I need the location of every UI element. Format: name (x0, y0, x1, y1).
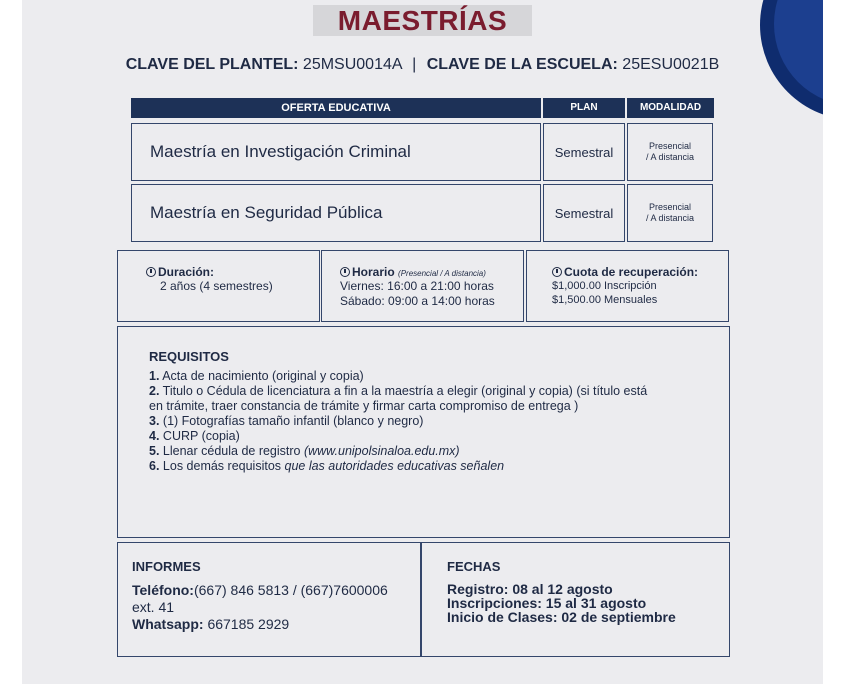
header-oferta: OFERTA EDUCATIVA (131, 98, 541, 118)
plantel-label: CLAVE DEL PLANTEL: (125, 56, 299, 73)
whatsapp-value: 667185 2929 (203, 616, 290, 632)
title-banner (313, 5, 532, 36)
codes-separator: | (412, 56, 417, 73)
duration-box (117, 250, 320, 322)
program-name: Maestría en Investigación Criminal (131, 123, 541, 181)
requirements-title: REQUISITOS (149, 349, 229, 364)
header-modalidad: MODALIDAD (627, 98, 714, 118)
date-line: Inicio de Clases: 02 de septiembre (447, 609, 676, 625)
schedule-label: Horario (352, 265, 395, 279)
phone-value: (667) 846 5813 / (667)7600006 (193, 582, 388, 598)
header-plan: PLAN (543, 98, 625, 118)
date-line: Registro: 08 al 12 agosto (447, 581, 613, 597)
modality-line: / A distancia (645, 152, 695, 162)
requirements-box (117, 326, 730, 538)
duration-label: Duración: (158, 265, 215, 279)
modality-line: Presencial (648, 202, 692, 212)
requirement-item: 6. Los demás requisitos que las autoridades educativas señalen (149, 459, 505, 473)
school-codes (0, 56, 845, 74)
fee-line: $1,500.00 Mensuales (552, 294, 658, 306)
contact-box (117, 542, 421, 657)
schedule-line: Sábado: 09:00 a 14:00 horas (340, 294, 495, 308)
fee-line: $1,000.00 Inscripción (552, 280, 657, 292)
fee-box (526, 250, 729, 322)
modality-line: / A distancia (645, 213, 695, 223)
program-modality (627, 123, 713, 181)
schedule-line: Viernes: 16:00 a 21:00 horas (340, 279, 494, 293)
right-margin (823, 0, 845, 684)
fee-label: Cuota de recuperación: (564, 265, 699, 279)
requirement-item: 3. (1) Fotografías tamaño infantil (blanco y negro) (149, 414, 424, 428)
requirement-item: 1. Acta de nacimiento (original y copia) (149, 369, 364, 383)
program-modality (627, 184, 713, 242)
program-plan: Semestral (543, 123, 625, 181)
requirement-item: 4. CURP (copia) (149, 429, 240, 443)
escuela-label: CLAVE DE LA ESCUELA: (426, 56, 618, 73)
page-title: MAESTRÍAS (337, 5, 508, 36)
requirement-item: en trámite, traer constancia de trámite y firmar carta compromiso de entrega ) (149, 399, 579, 413)
schedule-box (321, 250, 524, 322)
phone-label: Teléfono: (132, 582, 194, 598)
modality-line: Presencial (648, 141, 692, 151)
contact-title: INFORMES (132, 559, 201, 574)
dates-title: FECHAS (447, 559, 501, 574)
escuela-value: 25ESU0021B (622, 56, 720, 73)
program-name: Maestría en Seguridad Pública (131, 184, 541, 242)
clock-icon (340, 267, 350, 277)
requirement-item: 5. Llenar cédula de registro (www.unipolsinaloa.edu.mx) (149, 444, 460, 458)
clock-icon (146, 267, 156, 277)
plantel-value: 25MSU0014A (302, 56, 402, 73)
requirement-item: 2. Titulo o Cédula de licenciatura a fin a la maestría a elegir (original y copia) (si título está (149, 384, 648, 398)
duration-value: 2 años (4 semestres) (160, 279, 273, 293)
program-plan: Semestral (543, 184, 625, 242)
clock-icon (552, 267, 562, 277)
whatsapp-label: Whatsapp: (132, 616, 204, 632)
schedule-sub: (Presencial / A distancia) (398, 269, 486, 278)
date-line: Inscripciones: 15 al 31 agosto (447, 595, 647, 611)
dates-box (421, 542, 730, 657)
phone-ext: ext. 41 (132, 599, 175, 615)
